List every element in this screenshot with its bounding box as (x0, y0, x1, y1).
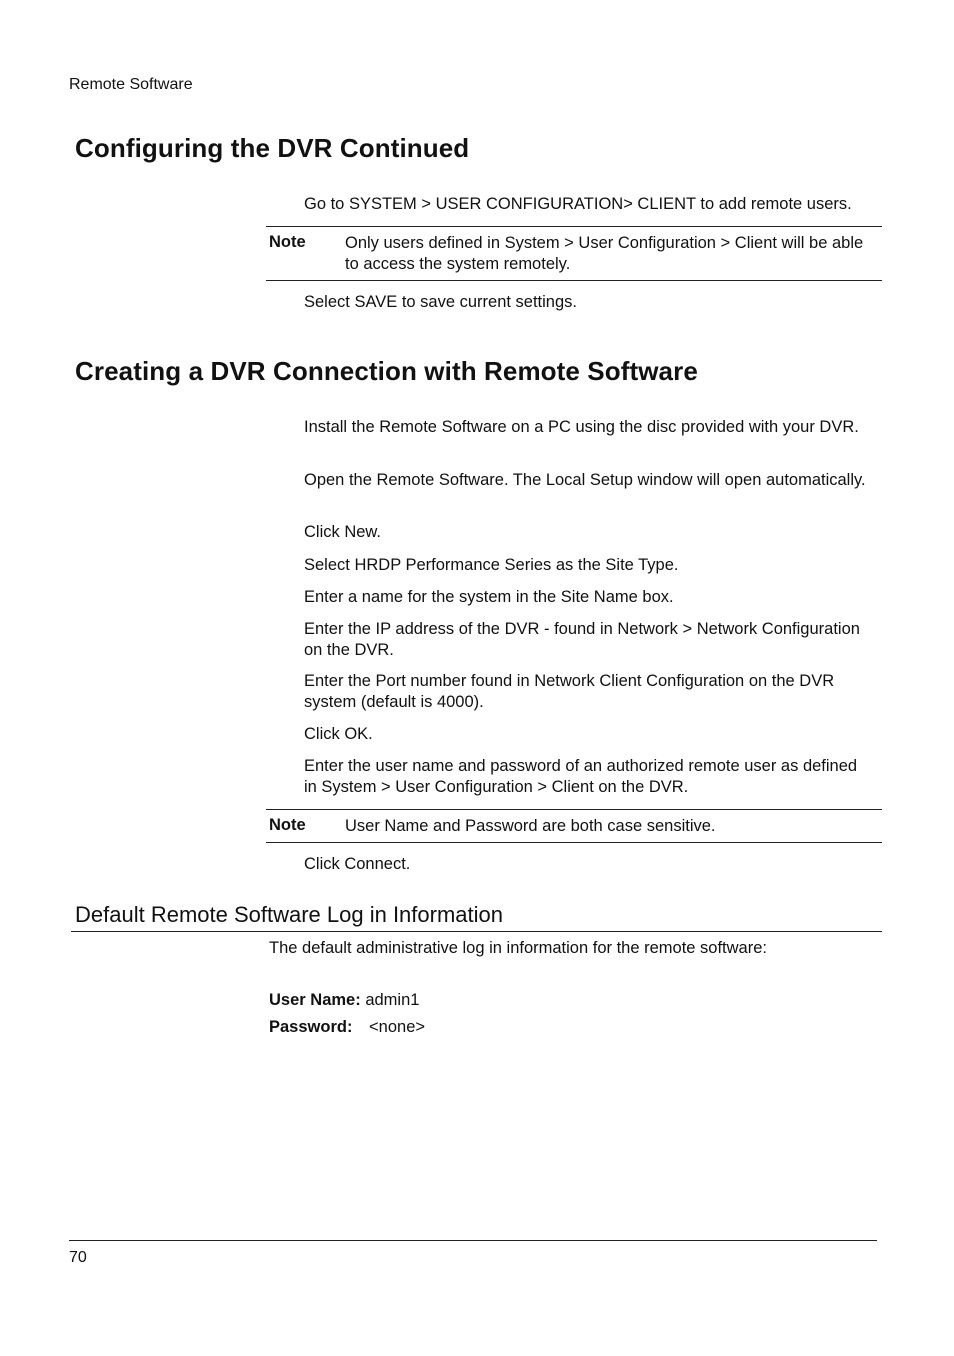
default-login-intro: The default administrative log in information for the remote software: (269, 939, 767, 957)
step-go-to-system: Go to SYSTEM > USER CONFIGURATION> CLIENT to add remote users. (304, 195, 852, 213)
step-item: Select HRDP Performance Series as the Site Type. (304, 556, 679, 574)
step-item: Open the Remote Software. The Local Setup window will open automatically. (304, 471, 866, 489)
note-bottom-rule (266, 280, 882, 281)
section-title-configuring-dvr: Configuring the DVR Continued (75, 133, 470, 163)
page-number: 70 (69, 1249, 87, 1266)
step-click-connect: Click Connect. (304, 855, 411, 873)
password-value: <none> (369, 1018, 426, 1036)
username-label: User Name: (269, 991, 361, 1009)
note-top-rule (266, 226, 882, 227)
username-value: admin1 (365, 991, 420, 1009)
footer-rule (69, 1240, 877, 1241)
step-item: Install the Remote Software on a PC using the disc provided with your DVR. (304, 418, 859, 436)
step-item: Enter the Port number found in Network Client Configuration on the DVR system (default is 4000). (304, 672, 835, 711)
step-item: Enter a name for the system in the Site Name box. (304, 588, 674, 606)
step-item: Enter the IP address of the DVR - found in Network > Network Configuration on the DVR. (304, 620, 860, 659)
password-row (269, 1017, 425, 1038)
note-bottom-rule (266, 842, 882, 843)
note-top-rule (266, 809, 882, 810)
step-item: Click New. (304, 523, 382, 541)
step-item: Click OK. (304, 725, 373, 743)
section-title-default-login: Default Remote Software Log in Information (75, 902, 504, 927)
section-rule (71, 931, 882, 932)
running-header: Remote Software (69, 76, 193, 93)
note-text: Only users defined in System > User Configuration > Client will be able to access the system remotely. (345, 234, 864, 273)
section-title-creating-connection: Creating a DVR Connection with Remote Software (75, 356, 698, 386)
username-row (269, 990, 419, 1011)
note-text: User Name and Password are both case sensitive. (345, 817, 716, 835)
step-select-save: Select SAVE to save current settings. (304, 293, 577, 311)
note-label: Note (269, 816, 306, 834)
password-label: Password: (269, 1018, 353, 1036)
step-item: Enter the user name and password of an authorized remote user as defined in System > User Configuration > Client on the DVR. (304, 757, 858, 796)
note-label: Note (269, 233, 306, 251)
